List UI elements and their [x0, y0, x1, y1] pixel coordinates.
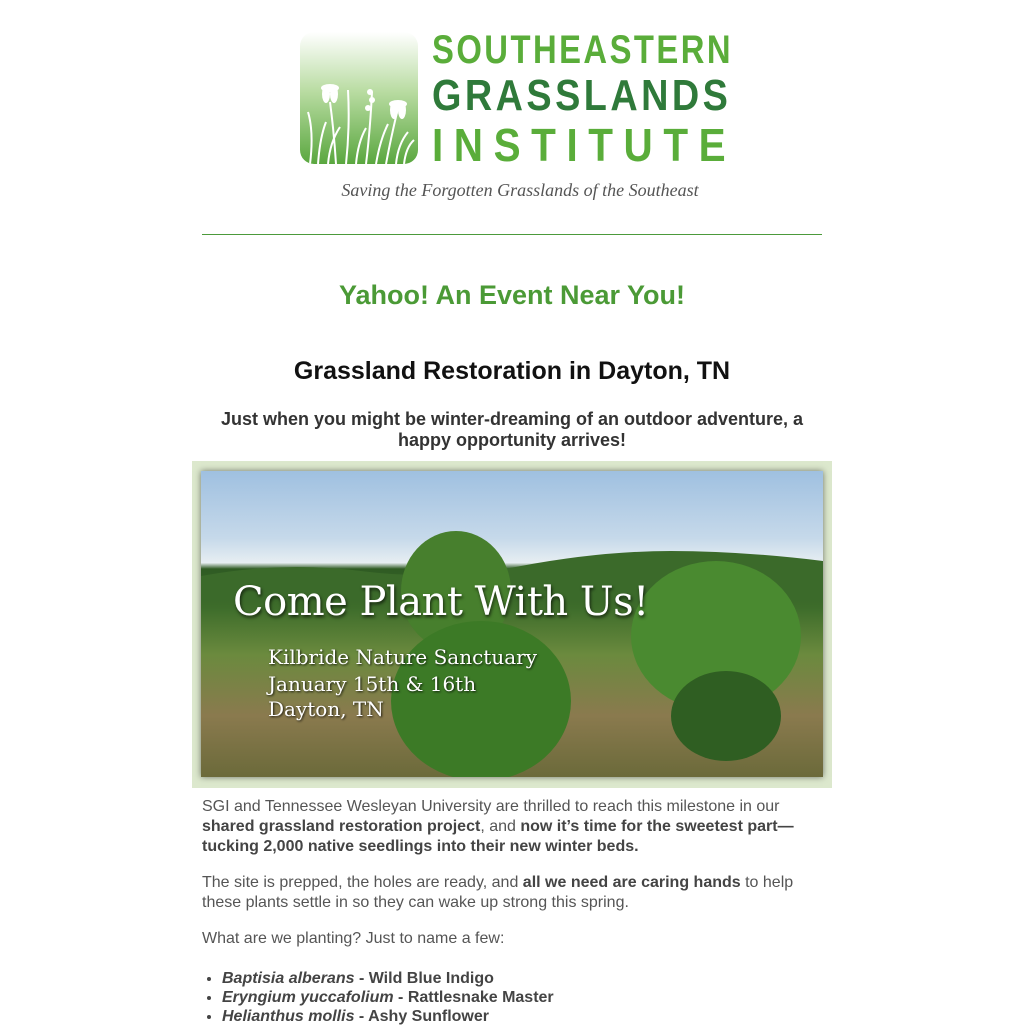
- plant-latin-name: Eryngium yuccafolium: [222, 989, 394, 1006]
- banner-city: Dayton, TN: [268, 697, 384, 721]
- list-item: [222, 969, 822, 988]
- sgi-logo[interactable]: [300, 28, 737, 210]
- logo-word-southeastern: SOUTHEASTERN: [432, 28, 734, 72]
- para-text: to help these plants settle in so they can wake up strong this spring.: [202, 874, 794, 911]
- event-title: Grassland Restoration in Dayton, TN: [293, 357, 731, 385]
- grassland-flower-logo-icon: [300, 32, 418, 164]
- para-text: The site is prepped, the holes are ready, and: [202, 874, 523, 891]
- banner-title: Come Plant With Us!: [233, 579, 649, 625]
- intro-paragraph: [202, 797, 824, 857]
- plant-common-name: - Wild Blue Indigo: [354, 970, 494, 987]
- para-text: , and: [480, 818, 521, 835]
- banner-dates: January 15th & 16th: [268, 672, 477, 696]
- para-bold: shared grassland restoration project: [202, 818, 481, 835]
- para-bold: all we need are caring hands: [522, 874, 741, 891]
- para-text: SGI and Tennessee Wesleyan University are thrilled to reach this milestone in our: [202, 798, 780, 815]
- logo-word-grasslands: GRASSLANDS: [432, 71, 732, 120]
- event-banner-image[interactable]: [201, 471, 823, 777]
- para-bold: now it’s time for the sweetest part—tucking 2,000 native seedlings into their new winter beds.: [202, 818, 794, 855]
- plant-common-name: - Rattlesnake Master: [393, 989, 554, 1006]
- plant-latin-name: Helianthus mollis: [222, 1008, 355, 1025]
- event-headline: Yahoo! An Event Near You!: [338, 280, 686, 310]
- planting-intro: What are we planting? Just to name a few:: [202, 930, 505, 947]
- list-item: [222, 988, 822, 1007]
- banner-frame: [192, 461, 832, 788]
- shrub-graphic: [671, 671, 781, 761]
- plant-common-name: - Ashy Sunflower: [354, 1008, 489, 1025]
- header-divider: [202, 234, 822, 235]
- site-paragraph: [202, 873, 824, 913]
- plant-latin-name: Baptisia alberans: [222, 970, 355, 987]
- event-subtitle: Just when you might be winter-dreaming of an outdoor adventure, a happy opportunity arrives!: [220, 409, 804, 450]
- list-item: [222, 1007, 822, 1026]
- banner-location: Kilbride Nature Sanctuary: [268, 645, 537, 669]
- plant-list: [202, 969, 822, 1026]
- logo-word-institute: INSTITUTE: [432, 119, 737, 171]
- logo-tagline: Saving the Forgotten Grasslands of the Southeast: [341, 180, 699, 200]
